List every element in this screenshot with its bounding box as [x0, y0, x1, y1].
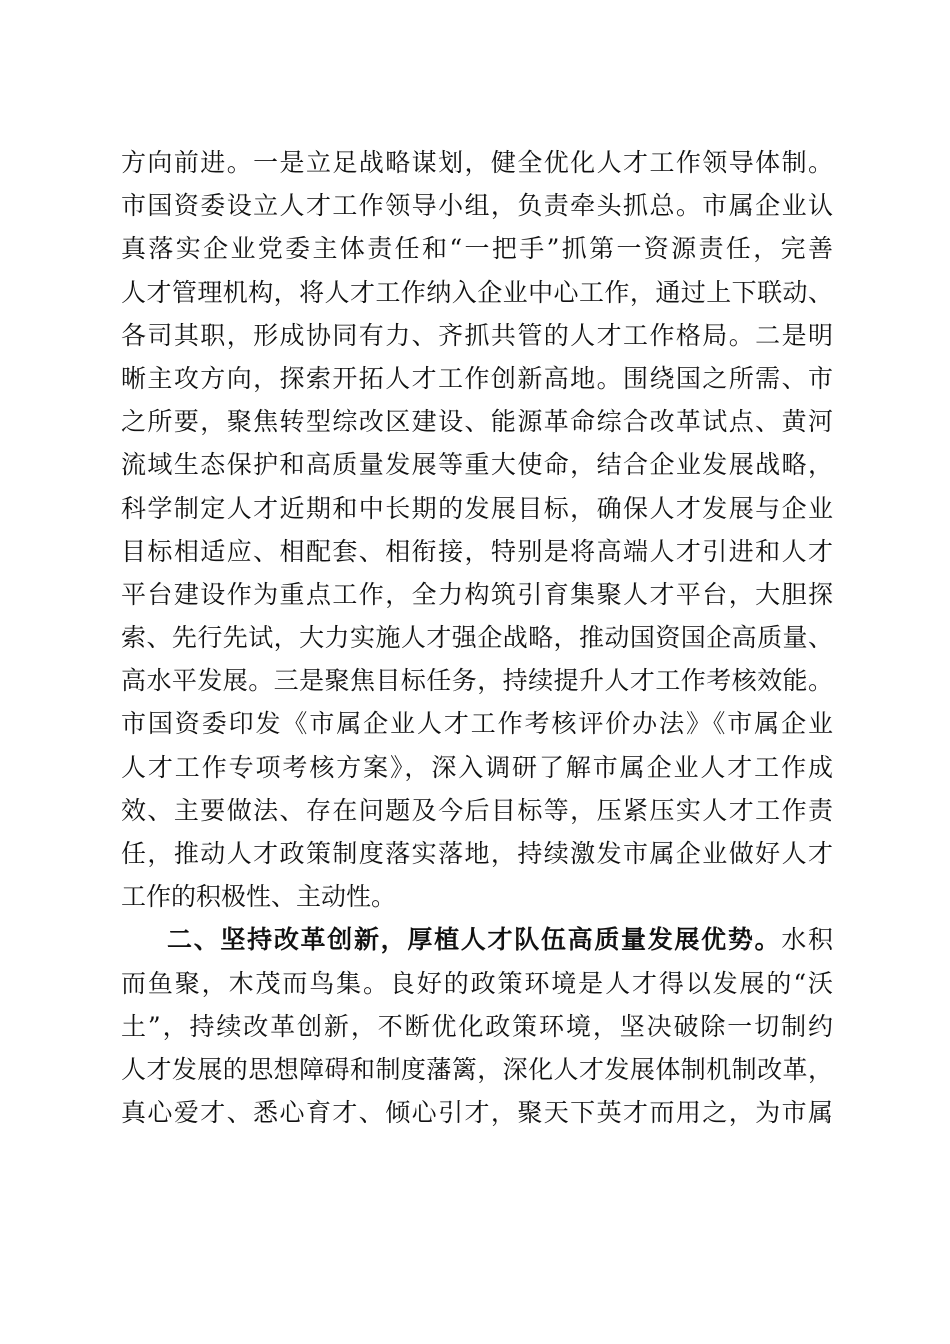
paragraph-line: 人才发展的思想障碍和制度藩篱，深化人才发展体制机制改革，	[121, 1054, 833, 1084]
paragraph-line: 索、先行先试，大力实施人才强企战略，推动国资国企高质量、	[121, 623, 833, 653]
paragraph-line: 市国资委印发《市属企业人才工作考核评价办法》《市属企业	[121, 709, 833, 739]
paragraph-line: 方向前进。一是立足战略谋划，健全优化人才工作领导体制。	[121, 148, 833, 177]
paragraph-line: 工作的积极性、主动性。	[121, 882, 397, 912]
paragraph-line: 土”，持续改革创新，不断优化政策环境，坚决破除一切制约	[121, 1011, 833, 1041]
document-body	[121, 141, 833, 1134]
paragraph-line: 之所要，聚焦转型综改区建设、能源革命综合改革试点、黄河	[121, 407, 833, 437]
paragraph-line: 流域生态保护和高质量发展等重大使命，结合企业发展战略，	[121, 450, 833, 480]
paragraph-line: 市国资委设立人才工作领导小组，负责牵头抓总。市属企业认	[121, 191, 833, 221]
paragraph-line: 人才工作专项考核方案》，深入调研了解市属企业人才工作成	[121, 752, 833, 782]
paragraph-line: 真心爱才、悉心育才、倾心引才，聚天下英才而用之，为市属	[121, 1098, 833, 1128]
paragraph-line: 目标相适应、相配套、相衔接，特别是将高端人才引进和人才	[121, 536, 833, 566]
paragraph-line: 科学制定人才近期和中长期的发展目标，确保人才发展与企业	[121, 493, 833, 523]
paragraph-line: 效、主要做法、存在问题及今后目标等，压紧压实人才工作责	[121, 795, 833, 825]
paragraph-line: 平台建设作为重点工作，全力构筑引育集聚人才平台，大胆探	[121, 579, 833, 609]
section-heading-line	[121, 918, 833, 961]
paragraph-line: 高水平发展。三是聚焦目标任务，持续提升人才工作考核效能。	[121, 666, 833, 696]
section-heading-rest: 水积	[781, 925, 833, 955]
paragraph-line: 任，推动人才政策制度落实落地，持续激发市属企业做好人才	[121, 839, 833, 868]
paragraph-line: 晰主攻方向，探索开拓人才工作创新高地。围绕国之所需、市	[121, 363, 833, 393]
paragraph-line: 人才管理机构，将人才工作纳入企业中心工作，通过上下联动、	[121, 277, 833, 307]
paragraph-line: 各司其职，形成协同有力、齐抓共管的人才工作格局。二是明	[121, 320, 833, 350]
section-heading: 二、坚持改革创新，厚植人才队伍高质量发展优势。	[167, 925, 782, 955]
paragraph-line: 而鱼聚，木茂而鸟集。良好的政策环境是人才得以发展的“沃	[121, 968, 833, 998]
paragraph-line: 真落实企业党委主体责任和“一把手”抓第一资源责任，完善	[121, 234, 833, 264]
